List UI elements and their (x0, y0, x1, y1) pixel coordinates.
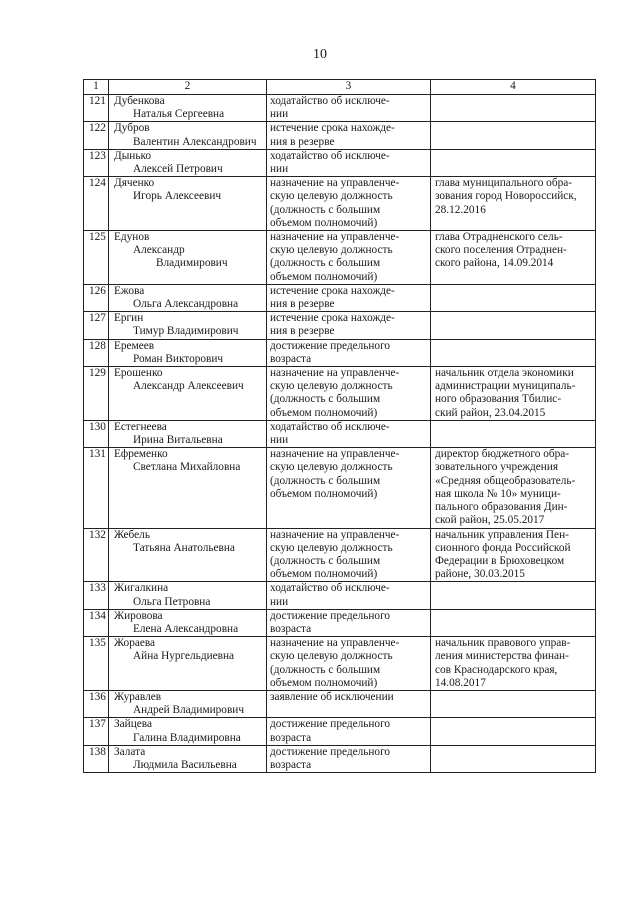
appointment-note (431, 528, 596, 582)
person-name-line: Ирина Витальевна (133, 434, 223, 447)
exclusion-reason-line: скую целевую должность (270, 541, 393, 554)
row-number: 134 (84, 609, 109, 636)
appointment-note (431, 95, 596, 122)
person-name-line: Жораева (114, 637, 156, 650)
appointment-note-line: глава муниципального обра- (435, 177, 573, 190)
exclusion-reason-line: ния в резерве (270, 298, 335, 311)
appointment-note (431, 122, 596, 149)
exclusion-reason (267, 420, 431, 447)
table-row (84, 420, 596, 447)
row-number: 122 (84, 122, 109, 149)
person-name-line: Татьяна Анатольевна (133, 541, 235, 554)
person-name (109, 690, 267, 717)
appointment-note (431, 339, 596, 366)
exclusion-reason-line: нии (270, 108, 289, 121)
table-row (84, 609, 596, 636)
person-name-line: Залата (114, 745, 146, 758)
exclusion-reason-line: объемом полномочий) (270, 270, 378, 283)
appointment-note (431, 718, 596, 745)
appointment-note (431, 690, 596, 717)
person-name-line: Естегнеева (114, 420, 167, 433)
person-name-line: Ольга Александровна (133, 298, 239, 311)
appointment-note (431, 609, 596, 636)
exclusion-reason (267, 718, 431, 745)
appointment-note-line: начальник отдела экономики (435, 367, 574, 380)
person-name-line: Дубенкова (114, 95, 165, 107)
appointment-note (431, 420, 596, 447)
exclusion-reason-line: достижение предельного (270, 339, 391, 352)
exclusion-reason (267, 637, 431, 691)
exclusion-reason (267, 231, 431, 285)
exclusion-reason-line: назначение на управленче- (270, 177, 400, 190)
row-number: 138 (84, 745, 109, 772)
person-name (109, 122, 267, 149)
row-number: 121 (84, 95, 109, 122)
appointment-note-line: начальник управления Пен- (435, 528, 569, 541)
person-name-line: Ежова (114, 284, 145, 297)
table-row (84, 284, 596, 311)
exclusion-reason (267, 367, 431, 421)
person-name-line: Ерошенко (114, 367, 163, 380)
appointment-note-line: Федерации в Брюховецком (435, 554, 565, 567)
exclusion-reason-line: объемом полномочий) (270, 216, 378, 229)
person-name (109, 745, 267, 772)
person-name-line: Роман Викторович (133, 352, 224, 365)
person-name (109, 95, 267, 122)
person-name (109, 312, 267, 339)
exclusion-reason-line: (должность с большим (270, 393, 381, 406)
exclusion-reason (267, 177, 431, 231)
row-number: 125 (84, 231, 109, 285)
appointment-note-line: пального образования Дин- (435, 501, 568, 514)
person-name-line: Александр (133, 244, 185, 257)
row-number: 126 (84, 284, 109, 311)
row-number: 127 (84, 312, 109, 339)
exclusion-reason-line: скую целевую должность (270, 190, 393, 203)
exclusion-reason-line: объемом полномочий) (270, 487, 378, 500)
appointment-note-line: ления министерства финан- (435, 650, 569, 663)
person-name-line: Ефременко (114, 448, 168, 461)
appointment-note-line: ской район, 25.05.2017 (435, 514, 545, 527)
person-name-line: Игорь Алексеевич (133, 190, 222, 203)
table-row (84, 637, 596, 691)
row-number: 124 (84, 177, 109, 231)
person-name-line: Дяченко (114, 177, 155, 190)
exclusion-reason (267, 284, 431, 311)
person-name-line: Еремеев (114, 339, 155, 352)
appointment-note-line: 14.08.2017 (435, 676, 486, 689)
row-number: 128 (84, 339, 109, 366)
reserve-exclusion-table (83, 79, 596, 773)
table-row (84, 745, 596, 772)
appointment-note-line: 28.12.2016 (435, 203, 486, 216)
person-name (109, 448, 267, 528)
person-name-line: Светлана Михайловна (133, 461, 241, 474)
exclusion-reason (267, 609, 431, 636)
exclusion-reason-line: ходатайство об исключе- (270, 420, 390, 433)
exclusion-reason-line: истечение срока нахожде- (270, 122, 395, 135)
table-row (84, 582, 596, 609)
person-name (109, 149, 267, 176)
appointment-note (431, 284, 596, 311)
appointment-note-line: зовательного учреждения (435, 461, 559, 474)
exclusion-reason-line: скую целевую должность (270, 244, 393, 257)
exclusion-reason-line: достижение предельного (270, 718, 391, 731)
person-name (109, 339, 267, 366)
exclusion-reason (267, 745, 431, 772)
row-number: 135 (84, 637, 109, 691)
appointment-note (431, 448, 596, 528)
person-name-line: Жировова (114, 609, 163, 622)
row-number: 131 (84, 448, 109, 528)
person-name-line: Андрей Владимирович (133, 704, 245, 717)
person-name (109, 177, 267, 231)
appointment-note-line: директор бюджетного обра- (435, 448, 570, 461)
exclusion-reason-line: скую целевую должность (270, 461, 393, 474)
person-name-line: Галина Владимировна (133, 731, 241, 744)
table-row (84, 95, 596, 122)
exclusion-reason (267, 95, 431, 122)
column-header-2: 2 (109, 80, 267, 95)
row-number: 133 (84, 582, 109, 609)
exclusion-reason-line: скую целевую должность (270, 380, 393, 393)
exclusion-reason-line: ходатайство об исключе- (270, 95, 390, 107)
exclusion-reason-line: (должность с большим (270, 554, 381, 567)
person-name-line: Дынько (114, 149, 152, 162)
appointment-note-line: глава Отрадненского сель- (435, 231, 563, 244)
exclusion-reason-line: истечение срока нахожде- (270, 284, 395, 297)
appointment-note (431, 745, 596, 772)
exclusion-reason-line: ния в резерве (270, 325, 335, 338)
person-name-line: Журавлев (114, 690, 162, 703)
exclusion-reason-line: возраста (270, 622, 312, 635)
exclusion-reason-line: скую целевую должность (270, 650, 393, 663)
person-name-line: Тимур Владимирович (133, 325, 239, 338)
row-number: 130 (84, 420, 109, 447)
table-row (84, 231, 596, 285)
exclusion-reason-line: объемом полномочий) (270, 676, 378, 689)
appointment-note-line: зования город Новороссийск, (435, 190, 577, 203)
row-number: 123 (84, 149, 109, 176)
column-header-3: 3 (267, 80, 431, 95)
appointment-note-line: начальник правового управ- (435, 637, 571, 650)
person-name-line: Валентин Александрович (133, 135, 257, 148)
exclusion-reason (267, 690, 431, 717)
row-number: 132 (84, 528, 109, 582)
table-row (84, 367, 596, 421)
exclusion-reason-line: возраста (270, 758, 312, 771)
person-name-line: Дубров (114, 122, 150, 135)
person-name-line: Едунов (114, 231, 150, 244)
person-name (109, 284, 267, 311)
exclusion-reason-line: (должность с большим (270, 663, 381, 676)
person-name-line: Елена Александровна (133, 622, 239, 635)
exclusion-reason-line: назначение на управленче- (270, 528, 400, 541)
person-name-line: Ольга Петровна (133, 595, 211, 608)
table-row (84, 312, 596, 339)
person-name-line: Алексей Петрович (133, 163, 223, 176)
table-row (84, 149, 596, 176)
person-name-line: Ергин (114, 312, 144, 325)
exclusion-reason-line: объемом полномочий) (270, 568, 378, 581)
appointment-note (431, 582, 596, 609)
appointment-note-line: ного образования Тбилис- (435, 393, 562, 406)
appointment-note-line: ная школа № 10» муници- (435, 487, 561, 500)
row-number: 137 (84, 718, 109, 745)
exclusion-reason (267, 149, 431, 176)
table-row (84, 448, 596, 528)
appointment-note-line: администрации муниципаль- (435, 380, 576, 393)
exclusion-reason-line: (должность с большим (270, 257, 381, 270)
exclusion-reason-line: истечение срока нахожде- (270, 312, 395, 325)
exclusion-reason (267, 528, 431, 582)
appointment-note (431, 367, 596, 421)
page-number: 10 (313, 47, 327, 62)
exclusion-reason-line: назначение на управленче- (270, 637, 400, 650)
exclusion-reason (267, 312, 431, 339)
exclusion-reason-line: ходатайство об исключе- (270, 582, 390, 595)
table-row (84, 690, 596, 717)
exclusion-reason-line: (должность с большим (270, 203, 381, 216)
person-name (109, 637, 267, 691)
exclusion-reason-line: объемом полномочий) (270, 406, 378, 419)
person-name (109, 367, 267, 421)
exclusion-reason (267, 448, 431, 528)
person-name (109, 718, 267, 745)
appointment-note (431, 231, 596, 285)
person-name (109, 420, 267, 447)
appointment-note-line: ского поселения Отраднен- (435, 244, 567, 257)
exclusion-reason-line: нии (270, 434, 289, 447)
person-name-line: Жебель (114, 528, 150, 541)
table-row (84, 718, 596, 745)
exclusion-reason-line: нии (270, 163, 289, 176)
person-name (109, 609, 267, 636)
table-header-row (84, 80, 596, 95)
person-name-line: Наталья Сергеевна (133, 108, 225, 121)
exclusion-reason-line: назначение на управленче- (270, 448, 400, 461)
person-name-line: Жигалкина (114, 582, 169, 595)
exclusion-reason-line: возраста (270, 352, 312, 365)
exclusion-reason (267, 582, 431, 609)
exclusion-reason-line: (должность с большим (270, 474, 381, 487)
table-row (84, 122, 596, 149)
appointment-note-line: ский район, 23.04.2015 (435, 406, 546, 419)
appointment-note-line: сионного фонда Российской (435, 541, 571, 554)
exclusion-reason-line: достижение предельного (270, 745, 391, 758)
row-number: 136 (84, 690, 109, 717)
exclusion-reason-line: ходатайство об исключе- (270, 149, 390, 162)
exclusion-reason-line: нии (270, 595, 289, 608)
exclusion-reason-line: назначение на управленче- (270, 231, 400, 244)
person-name-line: Людмила Васильевна (133, 758, 237, 771)
exclusion-reason (267, 339, 431, 366)
column-header-4: 4 (431, 80, 596, 95)
person-name-line: Александр Алексеевич (133, 380, 244, 393)
appointment-note (431, 312, 596, 339)
appointment-note-line: сов Краснодарского края, (435, 663, 558, 676)
row-number: 129 (84, 367, 109, 421)
appointment-note (431, 177, 596, 231)
person-name-line: Зайцева (114, 718, 152, 731)
appointment-note-line: «Средняя общеобразователь- (435, 474, 576, 487)
exclusion-reason-line: заявление об исключении (270, 690, 394, 703)
person-name-line: Айна Нургельдиевна (133, 650, 235, 663)
appointment-note-line: ского района, 14.09.2014 (435, 257, 554, 270)
column-header-1: 1 (84, 80, 109, 95)
appointment-note (431, 149, 596, 176)
table-row (84, 339, 596, 366)
exclusion-reason-line: достижение предельного (270, 609, 391, 622)
appointment-note (431, 637, 596, 691)
exclusion-reason-line: назначение на управленче- (270, 367, 400, 380)
exclusion-reason (267, 122, 431, 149)
person-name (109, 582, 267, 609)
exclusion-reason-line: ния в резерве (270, 135, 335, 148)
table-row (84, 177, 596, 231)
table-row (84, 528, 596, 582)
person-name (109, 231, 267, 285)
appointment-note-line: районе, 30.03.2015 (435, 568, 525, 581)
person-name (109, 528, 267, 582)
exclusion-reason-line: возраста (270, 731, 312, 744)
person-name-line: Владимирович (156, 257, 228, 270)
